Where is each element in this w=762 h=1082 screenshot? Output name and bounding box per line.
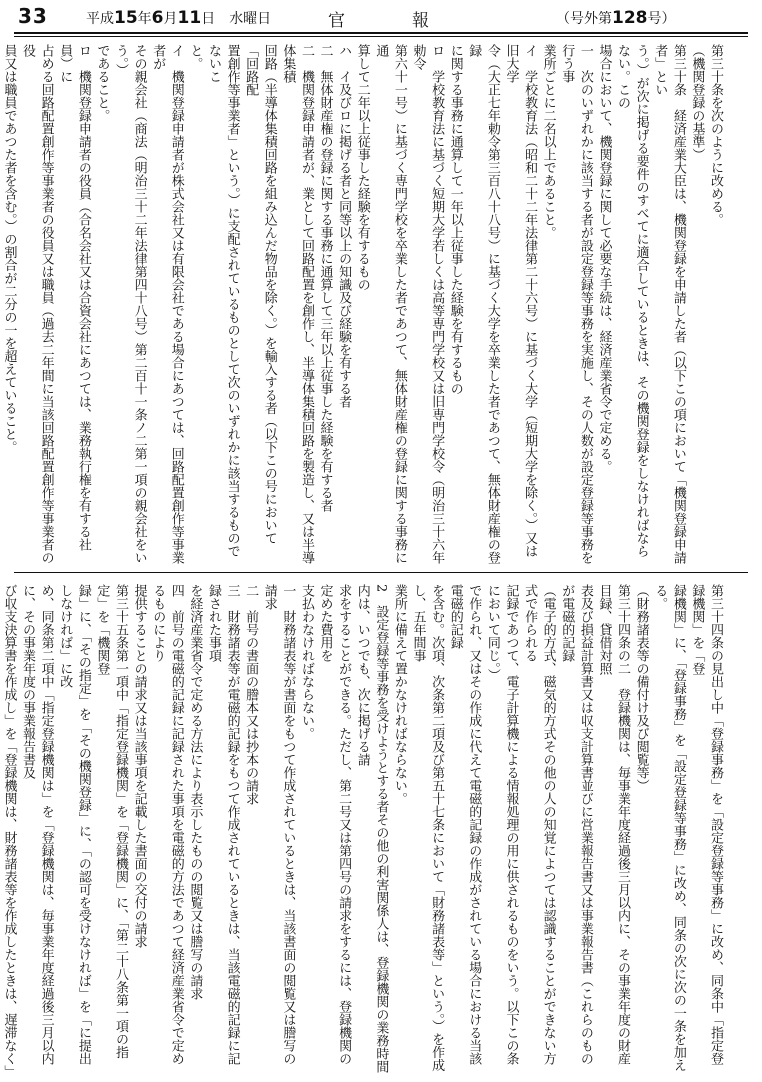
text-line: 員又は職員であつた者を含む。）の割合が二分の一を超えていること。: [1, 44, 17, 454]
text-line: （財務諸表等の備付け及び閲覧等）: [633, 584, 649, 792]
lower-text-block: [1, 584, 724, 1076]
weekday: 水曜日: [229, 11, 272, 27]
text-line: 第三十四条の二 登録機関は、毎事業年度経過後三月以内に、その事業年度の財産目録、貸借対照: [596, 584, 631, 1065]
text-line: 提供することの請求又は当該事項を記載した書面の交付の請求: [131, 584, 147, 948]
text-line: 録機関」に、「登録事務」を「設定登録等事務」に改め、同条の次に次の一条を加える。: [652, 584, 686, 1072]
text-line: 第三十五条第一項中「指定登録機関」を「登録機関」に、「第二十八条第一項の指定」を「機関登: [94, 584, 128, 1059]
page-number: 33: [18, 4, 48, 28]
text-line: 業所ごとに二名以上であること。: [540, 44, 556, 239]
day-unit: 日: [201, 11, 216, 27]
year-unit: 年: [137, 11, 152, 27]
text-line: 求をすることができる。ただし、第二号又は第四号の請求をするには、登録機関の定めた費用を: [317, 584, 352, 1065]
text-line: ハ イ及びロに掲げる者と同等以上の知識及び経験を有する者: [336, 44, 352, 408]
text-line: 一 財務諸表等が書面をもつて作成されているときは、当該書面の閲覧又は謄写の請求: [261, 584, 296, 1065]
text-line: う。）が次に掲げる要件のすべてに適合しているときは、その機関登録をしなければならない。この: [615, 44, 649, 558]
text-line: であること。: [94, 44, 110, 122]
text-line: 場合において、機関登録に関して必要な手続は、経済産業省令で定める。: [596, 44, 612, 473]
text-line: （電子的方式、磁気的方式その他の人の知覚によつては認識することができない方式で作られる: [522, 584, 556, 1065]
text-line: （機関登録の基準）: [689, 44, 705, 161]
text-line: 記録であつて、電子計算機による情報処理の用に供されるものをいう。以下この条において同じ。）: [484, 584, 519, 1065]
text-line: 業所に備えて置かなければならない。: [391, 584, 407, 805]
year: 15: [114, 8, 138, 28]
text-line: その親会社（商法（明治三十二年法律第四十八号）第二百十一条ノ二第一項の親会社をいう。）: [113, 44, 147, 564]
text-line: 二 前号の書面の謄本又は抄本の請求: [243, 584, 259, 805]
text-line: 第六十一号）に基づく専門学校を卒業した者であつて、無体財産権の登録に関する事務に通: [373, 44, 407, 564]
month: 6: [151, 8, 164, 28]
day: 11: [177, 8, 202, 28]
issue-prefix: （号外第: [556, 11, 612, 27]
text-line: で作られ、又はその作成に代えて電磁的記録の作成がされている場合における当該電磁的記録: [447, 584, 482, 1065]
text-line: 二 無体財産権の登録に関する事務に通算して三年以上従事した経験を有する者: [317, 44, 333, 512]
masthead-title-right: 報: [412, 11, 429, 31]
text-line: 二 機関登録申請者が、業として回路配置を創作し、半導体集積回路を製造し、又は半導体集積: [280, 44, 314, 564]
issue-date: [86, 8, 271, 28]
text-line: 四 前号の電磁的記録に記録された事項を電磁的方法であつて経済産業省令で定めるものにより: [150, 584, 184, 1065]
text-line: 録」に、「その指定」を「その機関登録」に、「の認可を受けなければ」を「に提出しなければ」に改: [57, 584, 91, 1065]
text-line: 算して二年以上従事した経験を有するもの: [354, 44, 370, 291]
text-line: び収支決算書を作成し」を「登録機関は、財務諸表等を作成したときは、遅滞なく」: [1, 584, 17, 1072]
page-header: [0, 0, 762, 40]
masthead-title-left: 官: [328, 11, 347, 31]
text-line: 表及び損益計算書又は収支計算書並びに営業報告書又は事業報告書（これらのものが電磁的記録: [559, 584, 593, 1065]
text-line: 第三十条 経済産業大臣は、機関登録を申請した者（以下この項において「機関登録申請者」とい: [652, 44, 686, 564]
header-rule-thick: [14, 32, 748, 34]
upper-text-block: [1, 44, 724, 564]
text-line: 2 設定登録等事務を受けようとする者その他の利害関係人は、登録機関の業務時間内は、いつでも、次に掲げる請: [354, 584, 389, 1074]
text-line: 第三十条を次のように改める。: [708, 44, 723, 226]
issue-number: [556, 8, 676, 28]
text-line: と。: [187, 44, 203, 70]
header-rule-thin: [14, 36, 748, 37]
issue-number-value: 128: [612, 8, 648, 28]
text-line: 占める回路配置創作等事業者の役員又は職員（過去二年間に当該回路配置創作等事業者の役: [20, 44, 54, 564]
month-unit: 月: [163, 11, 178, 27]
text-line: ロ 機関登録申請者の役員（合名会社又は合資会社にあつては、業務執行権を有する社員）に: [57, 44, 91, 551]
text-line: 令（大正七年勅令第三百八十八号）に基づく大学を卒業した者であつて、無体財産権の登録: [466, 44, 500, 564]
text-line: 第三十四条の見出し中「登録事務」を「設定登録等事務」に改め、同条中「指定登録機関」を「登: [689, 584, 723, 1065]
text-line: 三 財務諸表等が電磁的記録をもつて作成されているときは、当該電磁的記録に記録された事項: [205, 584, 240, 1065]
text-line: 置創作等事業者」という。）に支配されているものとして次のいずれかに該当するものでないこ: [205, 44, 240, 558]
text-line: 回路（半導体集積回路を組み込んだ物品を除く。）を輸入する者（以下この号において「回路配: [243, 44, 277, 545]
text-line: ロ 学校教育法に基づく短期大学若しくは高等専門学校又は旧専門学校令（明治三十六年勅令: [410, 44, 445, 564]
text-line: イ 機関登録申請者が株式会社又は有限会社である場合にあつては、回路配置創作等事業者が: [150, 44, 184, 564]
section-divider: [14, 572, 748, 573]
text-line: 支払わなければならない。: [298, 584, 314, 740]
text-line: を含む。次項、次条第二項及び第五十七条において「財務諸表等」という。）を作成し、五年間事: [410, 584, 445, 1072]
era: 平成: [86, 11, 114, 27]
text-line: め、同条第二項中「指定登録機関は」を「登録機関は、毎事業年度経過後三月以内に、その事業年度の事業報告書及: [20, 584, 54, 1065]
text-line: 一 次のいずれかに該当する者が設定登録等事務を実施し、その人数が設定登録等事務を行う事: [559, 44, 593, 564]
text-line: に関する事務に通算して一年以上従事した経験を有するもの: [447, 44, 463, 395]
issue-suffix: 号）: [647, 11, 676, 27]
text-line: を経済産業省令で定める方法により表示したものの閲覧又は謄写の請求: [187, 584, 203, 1000]
text-line: イ 学校教育法（昭和二十二年法律第二十六号）に基づく大学（短期大学を除く。）又は旧大学: [503, 44, 538, 558]
